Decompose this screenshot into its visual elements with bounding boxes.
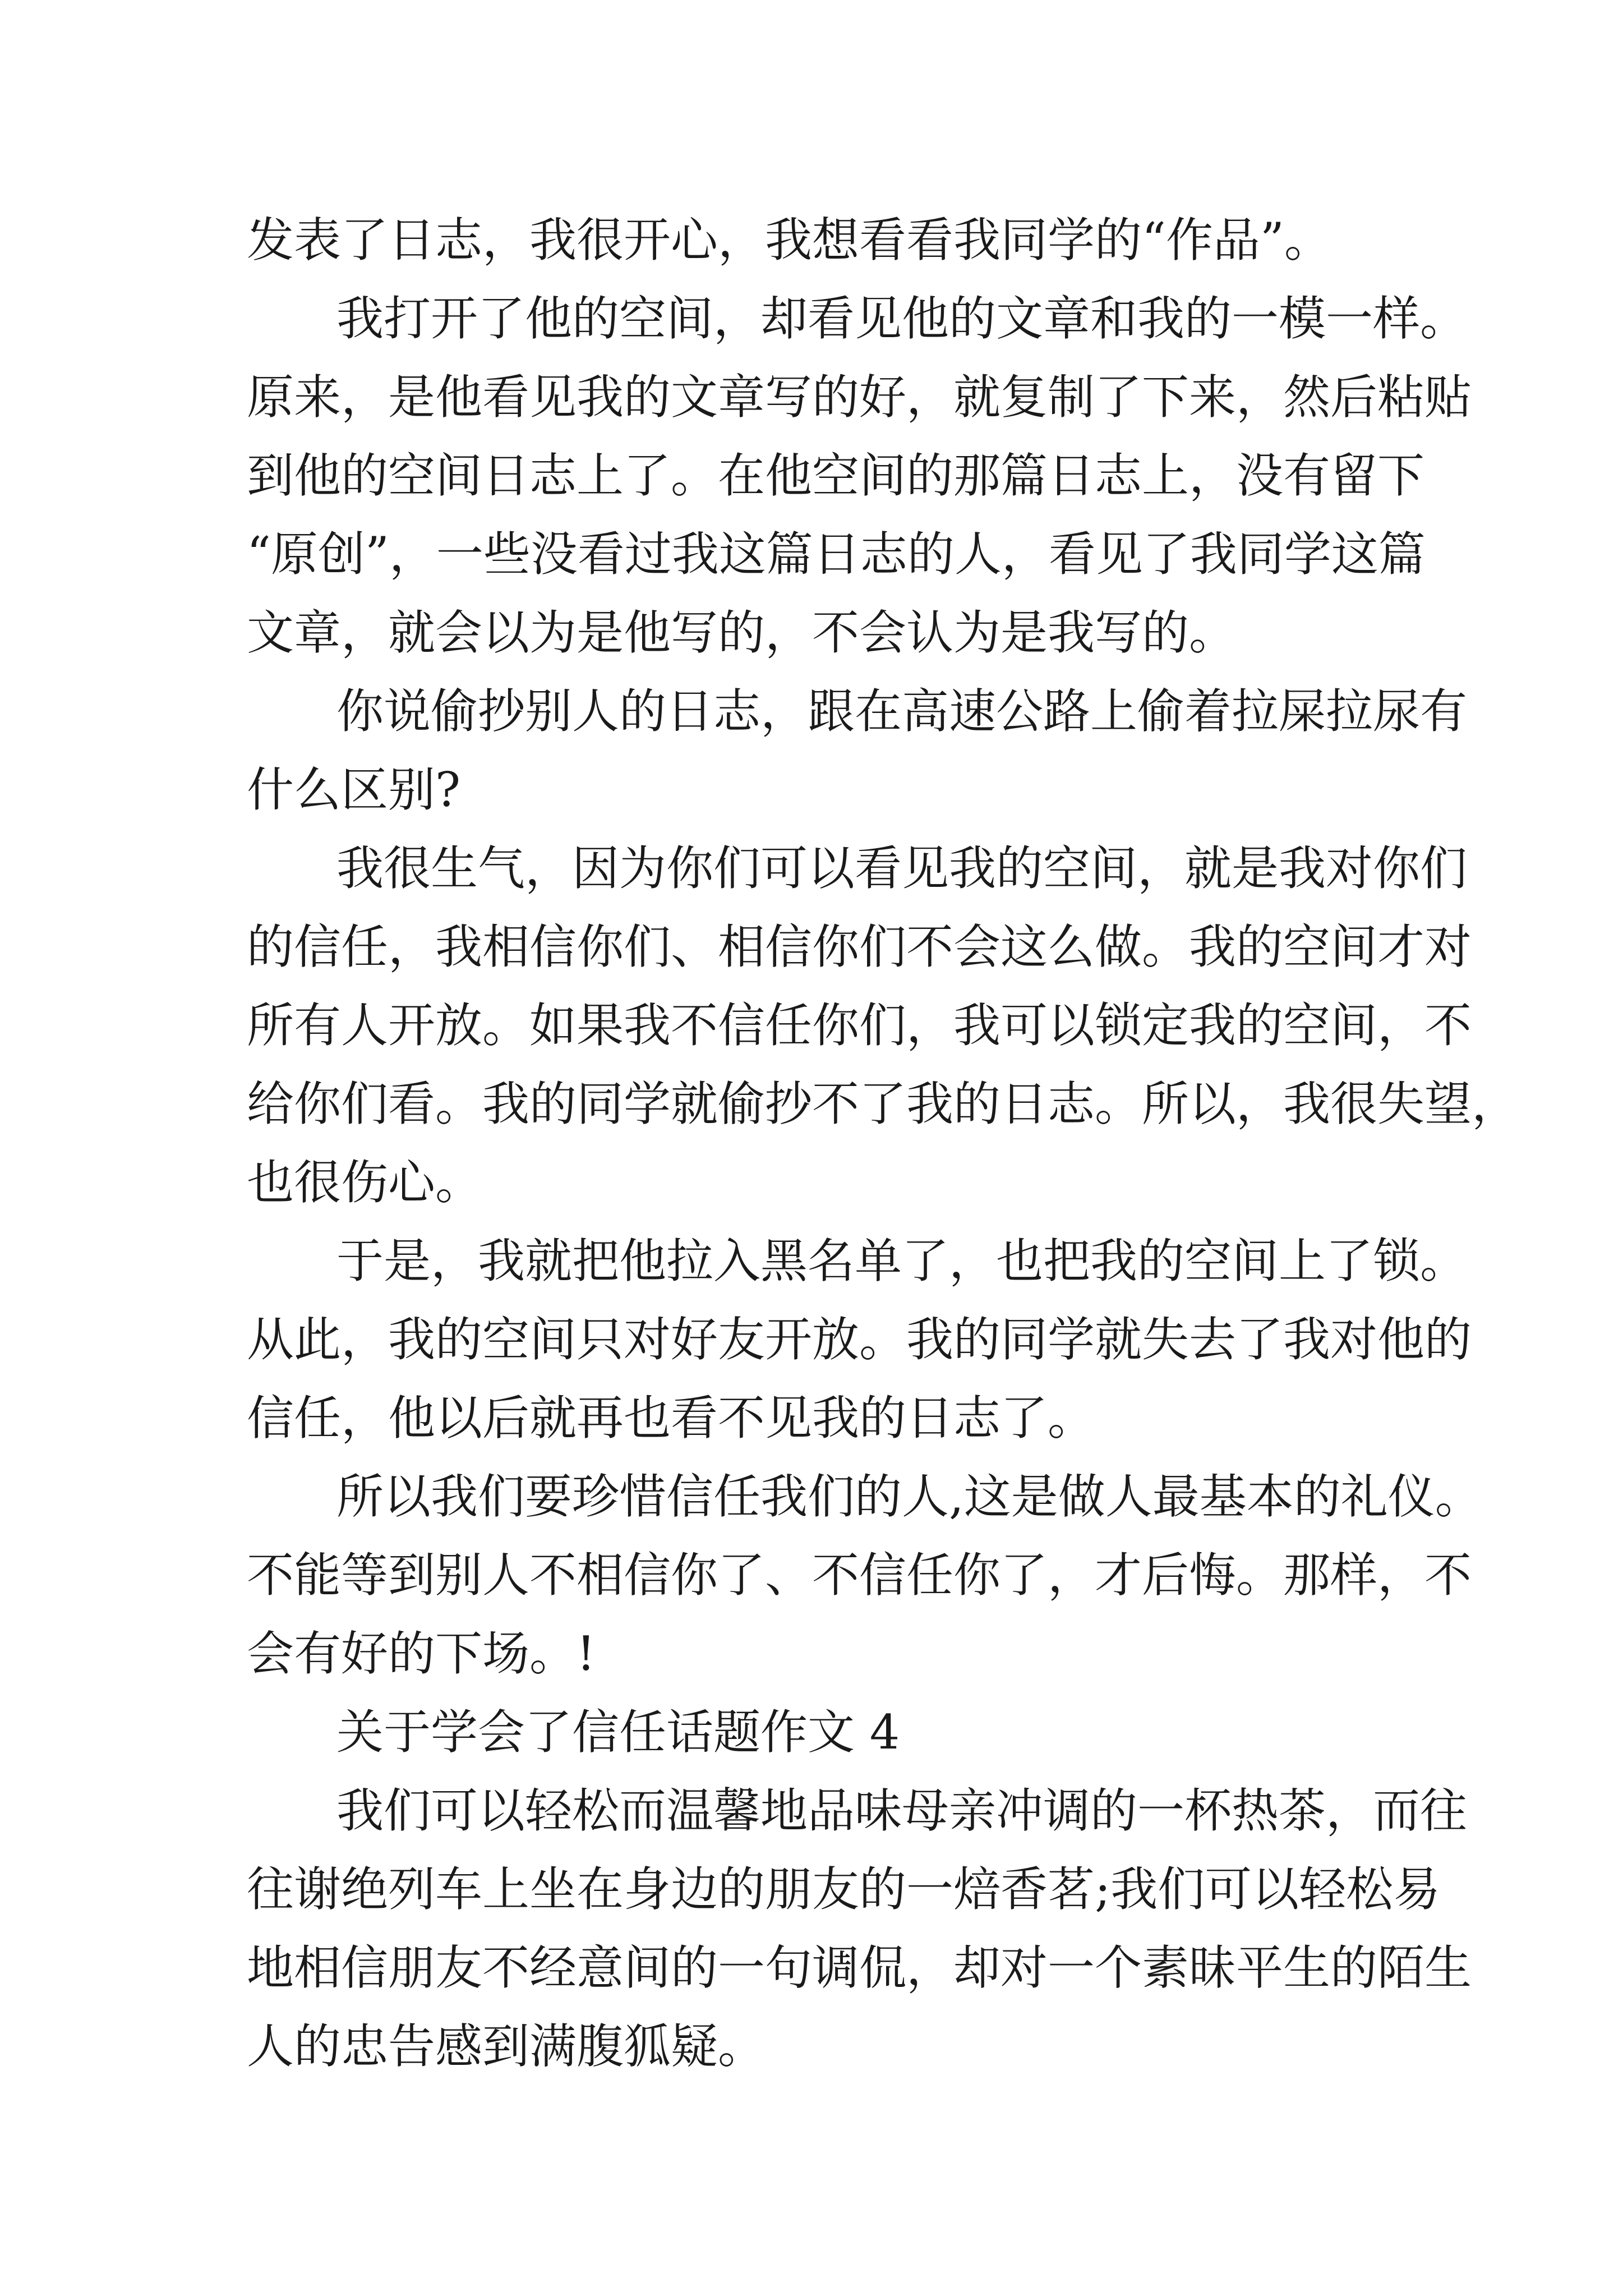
paragraph-first-line: 我打开了他的空间，却看见他的文章和我的一模一样。: [336, 291, 1468, 346]
text-line: 信任，他以后就再也看不见我的日志了。: [247, 1391, 1095, 1446]
text-line: 原来，是他看见我的文章写的好，就复制了下来，然后粘贴: [247, 370, 1472, 425]
text-line: 从此，我的空间只对好友开放。我的同学就失去了我对他的: [247, 1312, 1472, 1367]
text-line: 人的忠告感到满腹狐疑。: [247, 2019, 766, 2074]
paragraph-first-line: 我很生气，因为你们可以看见我的空间，就是我对你们: [336, 841, 1468, 896]
text-line: 给你们看。我的同学就偷抄不了我的日志。所以，我很失望，: [247, 1076, 1519, 1131]
paragraph-first-line: 所以我们要珍惜信任我们的人,这是做人最基本的礼仪。: [336, 1469, 1482, 1524]
text-line: 不能等到别人不相信你了、不信任你了，才后悔。那样，不: [247, 1548, 1472, 1603]
text-line: 文章，就会以为是他写的，不会认为是我写的。: [247, 605, 1237, 660]
text-line: 也很伤心。: [247, 1155, 483, 1210]
text-line: 到他的空间日志上了。在他空间的那篇日志上，没有留下: [247, 448, 1425, 503]
text-line: 会有好的下场。!: [247, 1626, 596, 1681]
text-line: 什么区别?: [247, 762, 461, 817]
text-line: 地相信朋友不经意间的一句调侃，却对一个素昧平生的陌生: [247, 1940, 1472, 1995]
paragraph-first-line: 于是，我就把他拉入黑名单了，也把我的空间上了锁。: [336, 1234, 1468, 1289]
text-line: 所有人开放。如果我不信任你们，我可以锁定我的空间，不: [247, 998, 1472, 1053]
paragraph-first-line: 我们可以轻松而温馨地品味母亲冲调的一杯热茶，而往: [336, 1783, 1468, 1838]
paragraph-first-line: 你说偷抄别人的日志，跟在高速公路上偷着拉屎拉尿有: [336, 684, 1468, 739]
section-heading: 关于学会了信任话题作文 4: [336, 1705, 900, 1760]
text-line: 往谢绝列车上坐在身边的朋友的一焙香茗;我们可以轻松易: [247, 1862, 1441, 1917]
text-line: “原创”，一些没看过我这篇日志的人，看见了我同学这篇: [247, 527, 1426, 582]
text-line: 的信任，我相信你们、相信你们不会这么做。我的空间才对: [247, 919, 1472, 974]
text-line: 发表了日志，我很开心，我想看看我同学的“作品”。: [247, 213, 1331, 268]
